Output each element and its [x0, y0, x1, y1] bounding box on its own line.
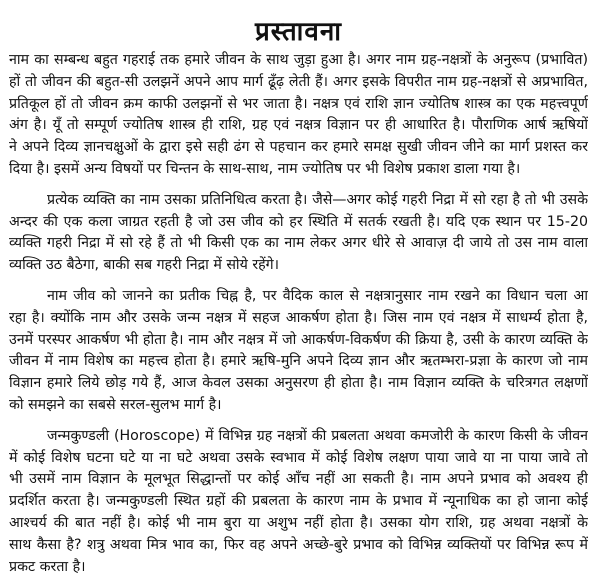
text-line: को समझने का सबसे सरल-सुलभ मार्ग है। — [9, 396, 222, 413]
text-line: व्यक्ति गहरी निद्रा में सो रहे हैं तो भी किसी एक का नाम लेकर अगर धीरे से आवाज़ दी जाये तो उस नाम वाला — [9, 235, 588, 252]
text-line: नाम जीव को जानने का प्रतीक चिह्न है, पर वैदिक काल से नक्षत्रानुसार नाम रखने का विधान चला आ — [47, 287, 588, 304]
text-line: अंग है। यूँ तो सम्पूर्ण ज्योतिष शास्त्र ही राशि, ग्रह एवं नक्षत्र विज्ञान पर ही आधारित है। पौराणिक आर्ष ऋषियों — [9, 117, 588, 134]
text-line: हों तो जीवन की बहुत-सी उलझनें अपने आप मार्ग ढूँढ़ लेती हैं। अगर इसके विपरीत नाम ग्रह-नक्षत्रों से अप्रभावित, — [9, 73, 588, 90]
paragraph — [9, 190, 588, 277]
text-line: ने अपने दिव्य ज्ञानचक्षुओं के द्वारा इसे सही ढंग से पहचान कर हमारे समक्ष सुखी जीवन जीने का मार्ग प्रशस्त कर — [9, 139, 588, 156]
text-line: विज्ञान हमारे लिये छोड़ गये हैं, आज केवल उसका अनुसरण ही होता है। नाम विज्ञान व्यक्ति के चरित्रगत लक्षणों — [9, 375, 588, 392]
text-line: प्रत्येक व्यक्ति का नाम उसका प्रतिनिधित्व करता है। जैसे—अगर कोई गहरी निद्रा में सो रहा है तो भी उसके — [47, 191, 588, 208]
text-line: प्रतिकूल हों तो जीवन क्रम काफी उलझनों से भर जाता है। नक्षत्र एवं राशि ज्ञान ज्योतिष शास्त्र का एक महत्त्वपूर्ण — [9, 95, 588, 112]
text-line: में कोई विशेष घटना घटे या ना घटे अथवा उसके स्वभाव में कोई विशेष लक्षण पाया जावे या ना पाया जावे तो — [9, 449, 588, 466]
text-line: साथ कैसा है? शत्रु अथवा मित्र भाव का, फिर वह अपने अच्छे-बुरे प्रभाव को विभिन्न व्यक्तियों पर विभिन्न रूप में — [9, 536, 588, 553]
paragraph — [9, 50, 588, 181]
text-line: प्रदर्शित करता है। जन्मकुण्डली स्थित ग्रहों की प्रबलता के कारण नाम के प्रभाव में न्यूनाधिक का हो जाना कोई — [9, 493, 588, 510]
document-body — [9, 50, 588, 578]
paragraph — [9, 286, 588, 417]
text-line: प्रकट करता है। — [9, 558, 86, 575]
text-line: दिया है। इसमें अन्य विषयों पर चिन्तन के साथ-साथ, नाम ज्योतिष पर भी विशेष प्रकाश डाला गया है। — [9, 160, 521, 177]
text-line: व्यक्ति उठ बैठेगा, बाकी सब गहरी निद्रा में सोये रहेंगे। — [9, 257, 280, 274]
text-line: जीवन में नाम विशेष का महत्त्व होता है। हमारे ऋषि-मुनि अपने दिव्य ज्ञान और ऋतम्भरा-प्रज्ञा के कारण जो नाम — [9, 353, 588, 370]
text-line: आश्चर्य की बात नहीं है। कोई भी नाम बुरा या अशुभ नहीं होता है। उसका योग राशि, ग्रह अथवा नक्षत्रों के — [9, 514, 588, 531]
text-line: अन्दर की एक कला जाग्रत रहती है जो उस जीव को हर स्थिति में सतर्क रखती है। यदि एक स्थान पर 15-20 — [9, 213, 588, 230]
page-title: प्रस्तावना — [254, 17, 343, 47]
text-line: उनमें परस्पर आकर्षण भी होता है। नाम और नक्षत्र में जो आकर्षण-विकर्षण की क्रिया है, उसी के कारण व्यक्ति के — [9, 331, 588, 348]
text-line: भी उसमें नाम विज्ञान के मूलभूत सिद्धान्तों पर कोई आँच नहीं आ सकती है। नाम अपने प्रभाव को अवश्य ही — [9, 471, 588, 488]
text-line: नाम का सम्बन्ध बहुत गहराई तक हमारे जीवन के साथ जुड़ा हुआ है। अगर नाम ग्रह-नक्षत्रों के अनुरूप (प्रभावित) — [9, 52, 588, 68]
text-line: जन्मकुण्डली (Horoscope) में विभिन्न ग्रह नक्षत्रों की प्रबलता अथवा कमजोरी के कारण किसी के जीवन — [47, 427, 588, 444]
paragraph — [9, 426, 588, 579]
text-line: रहा है। क्योंकि नाम और उसके जन्म नक्षत्र में सहज आकर्षण होता है। जिस नाम एवं नक्षत्र में साधर्म्य होता है, — [9, 309, 588, 326]
